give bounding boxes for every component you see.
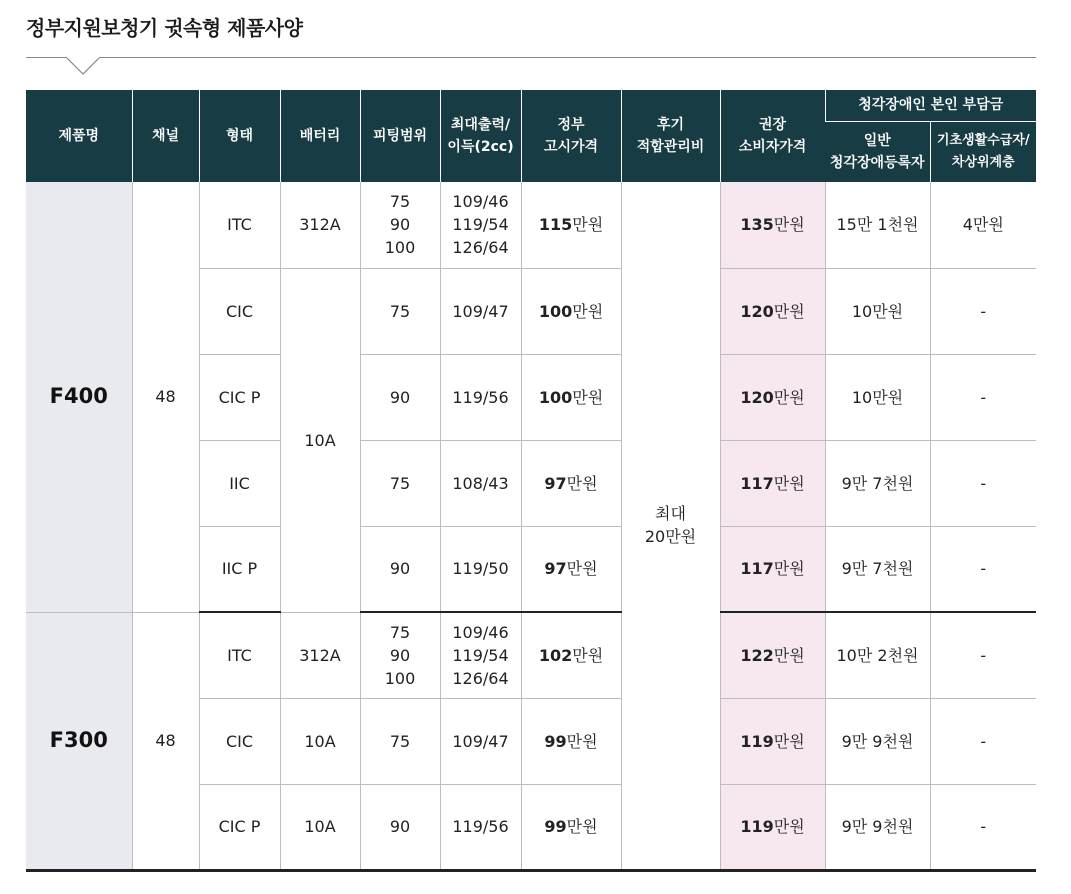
general-burden-cell: 15만 1천원: [825, 182, 930, 268]
header-output: [440, 90, 521, 182]
channel-cell: 48: [132, 612, 199, 870]
header-channel: 채널: [132, 90, 199, 182]
basic-burden-cell: -: [930, 354, 1036, 440]
rec-price-cell: [720, 182, 825, 268]
header-aftercare: [621, 90, 720, 182]
rec-price-cell: [720, 268, 825, 354]
header-battery: 배터리: [280, 90, 360, 182]
general-burden-cell: 10만원: [825, 354, 930, 440]
gov-price-unit: 만원: [566, 731, 598, 751]
rec-price-unit: 만원: [773, 301, 805, 321]
fitting-value: 75: [389, 622, 411, 642]
rec-price-amount: 135: [740, 215, 774, 235]
gov-price-cell: [521, 784, 621, 870]
general-burden-cell: 9만 9천원: [825, 784, 930, 870]
battery-cell: 10A: [280, 698, 360, 784]
general-burden-cell: 10만원: [825, 268, 930, 354]
rec-price-amount: 119: [740, 817, 774, 836]
header-general-line1: 일반: [863, 132, 891, 149]
gov-price-amount: 97: [544, 473, 567, 493]
rec-price-unit: 만원: [773, 559, 805, 579]
form-cell: ITC: [199, 612, 280, 698]
form-cell: CIC P: [199, 354, 280, 440]
rec-price-unit: 만원: [773, 473, 805, 493]
spec-table: [26, 90, 1036, 872]
rec-price-cell: [720, 354, 825, 440]
rec-price-cell: [720, 612, 825, 698]
fitting-cell: 90: [360, 526, 440, 612]
output-value: 119/54: [452, 645, 509, 665]
gov-price-unit: 만원: [572, 215, 604, 235]
battery-cell: 312A: [280, 182, 360, 268]
header-form: 형태: [199, 90, 280, 182]
channel-cell: 48: [132, 182, 199, 612]
header-rec-line2: 소비자가격: [738, 139, 807, 155]
header-burden: 청각장애인 본인 부담금: [825, 90, 1036, 121]
basic-burden-cell: -: [930, 526, 1036, 612]
rec-price-amount: 119: [740, 731, 774, 751]
form-cell: IIC: [199, 440, 280, 526]
aftercare-cell: [621, 182, 720, 870]
fitting-cell: 90: [360, 354, 440, 440]
gov-price-unit: 만원: [572, 387, 604, 407]
rec-price-unit: 만원: [773, 387, 805, 407]
gov-price-amount: 97: [544, 559, 567, 579]
page-title: 정부지원보청기 귓속형 제품사양: [26, 16, 303, 40]
header-general: [825, 121, 930, 182]
header-rec-line1: 권장: [758, 117, 787, 133]
gov-price-unit: 만원: [566, 473, 598, 493]
header-basic-line1: 기초생활수급자/: [936, 132, 1030, 148]
gov-price-cell: [521, 698, 621, 784]
header-output-line1: 최대출력/: [450, 117, 511, 133]
gov-price-cell: [521, 526, 621, 612]
header-gov-line2: 고시가격: [543, 139, 599, 155]
aftercare-line1: 최대: [655, 504, 686, 524]
battery-cell: 10A: [280, 784, 360, 870]
output-value: 119/54: [452, 215, 509, 235]
gov-price-amount: 99: [544, 731, 567, 751]
rec-price-unit: 만원: [773, 645, 805, 665]
gov-price-amount: 115: [538, 215, 573, 235]
gov-price-amount: 100: [538, 387, 573, 407]
output-cell: 119/56: [440, 354, 521, 440]
output-value: 126/64: [452, 668, 509, 688]
gov-price-cell: [521, 612, 621, 698]
header-gov-line1: 정부: [557, 117, 585, 133]
output-cell: 109/47: [440, 268, 521, 354]
title-divider: [26, 57, 1036, 58]
rec-price-cell: [720, 784, 825, 870]
chevron-down-icon: [66, 56, 100, 76]
form-cell: CIC: [199, 698, 280, 784]
rec-price-cell: [720, 698, 825, 784]
header-basic: [930, 121, 1036, 182]
form-cell: CIC: [199, 268, 280, 354]
fitting-value: 90: [389, 645, 411, 665]
general-burden-cell: 9만 9천원: [825, 698, 930, 784]
fitting-value: 75: [389, 192, 411, 212]
output-cell: 119/56: [440, 784, 521, 870]
gov-price-cell: [521, 440, 621, 526]
general-burden-cell: 10만 2천원: [825, 612, 930, 698]
battery-cell: 10A: [280, 268, 360, 612]
table-row: [26, 182, 1036, 268]
fitting-cell: 75: [360, 698, 440, 784]
general-burden-cell: 9만 7천원: [825, 526, 930, 612]
rec-price-amount: 122: [740, 645, 774, 665]
header-rec-price: [720, 90, 825, 182]
basic-burden-cell: -: [930, 784, 1036, 870]
output-cell: [440, 612, 521, 698]
gov-price-unit: 만원: [572, 645, 604, 665]
gov-price-unit: 만원: [566, 559, 598, 579]
form-cell: CIC P: [199, 784, 280, 870]
table-body: [26, 182, 1036, 870]
header-model: 제품명: [26, 90, 132, 182]
output-value: 109/46: [452, 192, 509, 212]
output-cell: 108/43: [440, 440, 521, 526]
header-gov-price: [521, 90, 621, 182]
basic-burden-cell: -: [930, 612, 1036, 698]
header-output-line2: 이득(2cc): [447, 139, 514, 155]
gov-price-unit: 만원: [566, 817, 598, 836]
rec-price-amount: 120: [740, 301, 774, 321]
header-fitting: 피팅범위: [360, 90, 440, 182]
table-header: [26, 90, 1036, 182]
basic-burden-cell: 4만원: [930, 182, 1036, 268]
gov-price-cell: [521, 354, 621, 440]
fitting-cell: [360, 612, 440, 698]
header-aftercare-line1: 후기: [656, 117, 685, 133]
header-general-line2: 청각장애등록자: [829, 154, 925, 171]
gov-price-unit: 만원: [572, 301, 604, 321]
basic-burden-cell: -: [930, 268, 1036, 354]
fitting-value: 90: [389, 215, 411, 235]
fitting-cell: 75: [360, 440, 440, 526]
gov-price-cell: [521, 182, 621, 268]
rec-price-amount: 117: [740, 473, 774, 493]
output-value: 126/64: [452, 238, 509, 258]
output-cell: 119/50: [440, 526, 521, 612]
battery-cell: 312A: [280, 612, 360, 698]
rec-price-cell: [720, 440, 825, 526]
form-cell: IIC P: [199, 526, 280, 612]
rec-price-unit: 만원: [773, 817, 805, 836]
table-row: [26, 612, 1036, 698]
model-name: F300: [26, 612, 132, 870]
fitting-cell: 75: [360, 268, 440, 354]
fitting-cell: [360, 182, 440, 268]
header-basic-line2: 차상위계층: [951, 154, 1015, 170]
fitting-cell: 90: [360, 784, 440, 870]
output-value: 109/46: [452, 622, 509, 642]
rec-price-unit: 만원: [773, 215, 805, 235]
rec-price-cell: [720, 526, 825, 612]
header-aftercare-line2: 적합관리비: [636, 139, 705, 155]
gov-price-amount: 100: [538, 301, 573, 321]
rec-price-amount: 117: [740, 559, 774, 579]
general-burden-cell: 9만 7천원: [825, 440, 930, 526]
model-name: F400: [26, 182, 132, 612]
fitting-value: 100: [384, 238, 416, 258]
rec-price-unit: 만원: [773, 731, 805, 751]
gov-price-cell: [521, 268, 621, 354]
output-cell: [440, 182, 521, 268]
rec-price-amount: 120: [740, 387, 774, 407]
form-cell: ITC: [199, 182, 280, 268]
basic-burden-cell: -: [930, 698, 1036, 784]
aftercare-line2: 20만원: [644, 527, 697, 547]
basic-burden-cell: -: [930, 440, 1036, 526]
output-cell: 109/47: [440, 698, 521, 784]
gov-price-amount: 99: [544, 817, 567, 836]
fitting-value: 100: [384, 668, 416, 688]
gov-price-amount: 102: [538, 645, 573, 665]
